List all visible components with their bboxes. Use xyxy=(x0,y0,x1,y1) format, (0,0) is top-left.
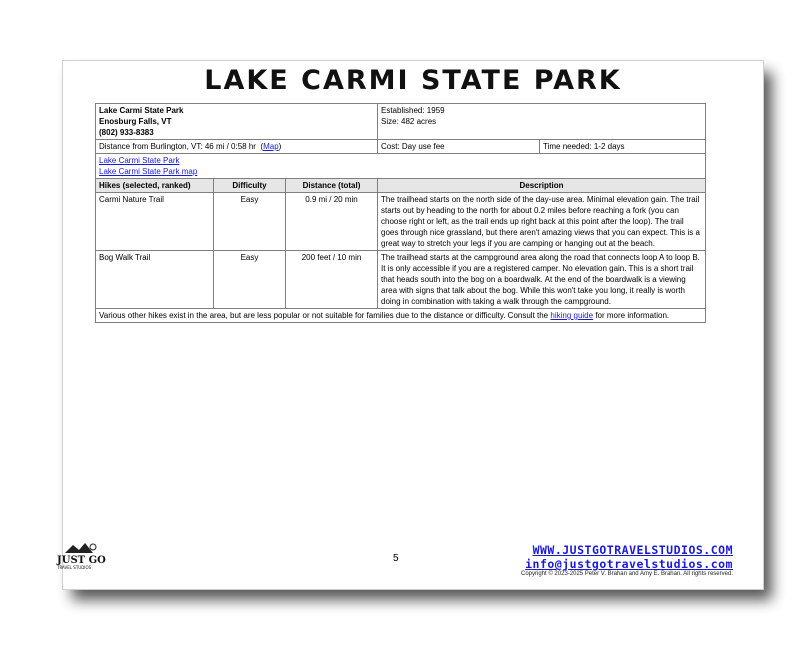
park-location: Enosburg Falls, VT xyxy=(99,117,172,126)
distance-text: Distance from Burlington, VT: 46 mi / 0:58 hr xyxy=(99,142,256,151)
just-go-logo xyxy=(53,539,113,571)
document-page xyxy=(57,60,764,590)
header-difficulty: Difficulty xyxy=(214,179,286,193)
park-info-table xyxy=(95,103,706,323)
footer-note-text: Various other hikes exist in the area, but are less popular or not suitable for families due to the distance or difficulty. Consult the xyxy=(99,311,549,320)
park-website-link[interactable]: Lake Carmi State Park xyxy=(99,156,180,165)
park-established: Established: 1959 xyxy=(381,106,445,115)
copyright-text: Copyright © 2023-2025 Peter V. Brahan and Amy E. Brahan. All rights reserved. xyxy=(521,571,733,577)
park-contact-cell xyxy=(96,104,378,140)
footer-note-row xyxy=(96,309,706,323)
park-links-row xyxy=(96,154,706,179)
footer-links xyxy=(525,543,733,571)
email-link[interactable]: info@justgotravelstudios.com xyxy=(525,557,733,571)
cost-cell: Cost: Day use fee xyxy=(378,140,540,154)
time-needed-cell: Time needed: 1-2 days xyxy=(540,140,706,154)
footer-note-end: for more information. xyxy=(595,311,670,320)
table-row xyxy=(96,251,706,309)
map-link[interactable]: Map xyxy=(263,142,279,151)
hike-distance: 200 feet / 10 min xyxy=(286,251,378,309)
page-title: LAKE CARMI STATE PARK xyxy=(204,65,622,96)
footer-note-cell xyxy=(96,309,706,323)
park-header-row xyxy=(96,104,706,140)
hike-description: The trailhead starts on the north side of the day-use area. Minimal elevation gain. The trail starts out by heading to the north for about 0.2 miles before reaching a fork (you can choose right or left, as the trail ends up right back at this point after the loop). The trail goes through nice grassland, but there aren't amazing views that you can expect. This is a great way to stretch your legs if you are camping or hanging out at the beach. xyxy=(378,193,706,251)
park-name: Lake Carmi State Park xyxy=(99,106,184,115)
header-distance: Distance (total) xyxy=(286,179,378,193)
park-phone: (802) 933-8383 xyxy=(99,128,154,137)
hike-difficulty: Easy xyxy=(214,251,286,309)
park-facts-cell xyxy=(378,104,706,140)
hike-distance: 0.9 mi / 20 min xyxy=(286,193,378,251)
hike-name: Bog Walk Trail xyxy=(96,251,214,309)
park-logistics-row xyxy=(96,140,706,154)
hike-description: The trailhead starts at the campground area along the road that connects loop A to loop B. It is only accessible if you are a registered camper. No elevation gain. This is a short trail that heads south into the bog on a boardwalk. At the end of the boardwalk is a viewing area with signs that talk about the bog. While this won't take you long, it really is worth doing in combination with taking a walk through the campground. xyxy=(378,251,706,309)
links-cell xyxy=(96,154,706,179)
hike-name: Carmi Nature Trail xyxy=(96,193,214,251)
hike-difficulty: Easy xyxy=(214,193,286,251)
svg-text:JUST GO: JUST GO xyxy=(57,555,106,566)
hiking-guide-link[interactable]: hiking guide xyxy=(550,311,594,320)
page-number: 5 xyxy=(393,553,399,564)
distance-cell: Distance from Burlington, VT: 46 mi / 0:58 hr (Map) xyxy=(96,140,378,154)
header-description: Description xyxy=(378,179,706,193)
website-link[interactable]: WWW.JUSTGOTRAVELSTUDIOS.COM xyxy=(532,543,733,557)
svg-text:TRAVEL STUDIOS: TRAVEL STUDIOS xyxy=(57,565,92,570)
header-hikes: Hikes (selected, ranked) xyxy=(96,179,214,193)
hikes-header-row xyxy=(96,179,706,193)
park-map-link[interactable]: Lake Carmi State Park map xyxy=(99,167,198,176)
table-row xyxy=(96,193,706,251)
park-size: Size: 482 acres xyxy=(381,117,437,126)
